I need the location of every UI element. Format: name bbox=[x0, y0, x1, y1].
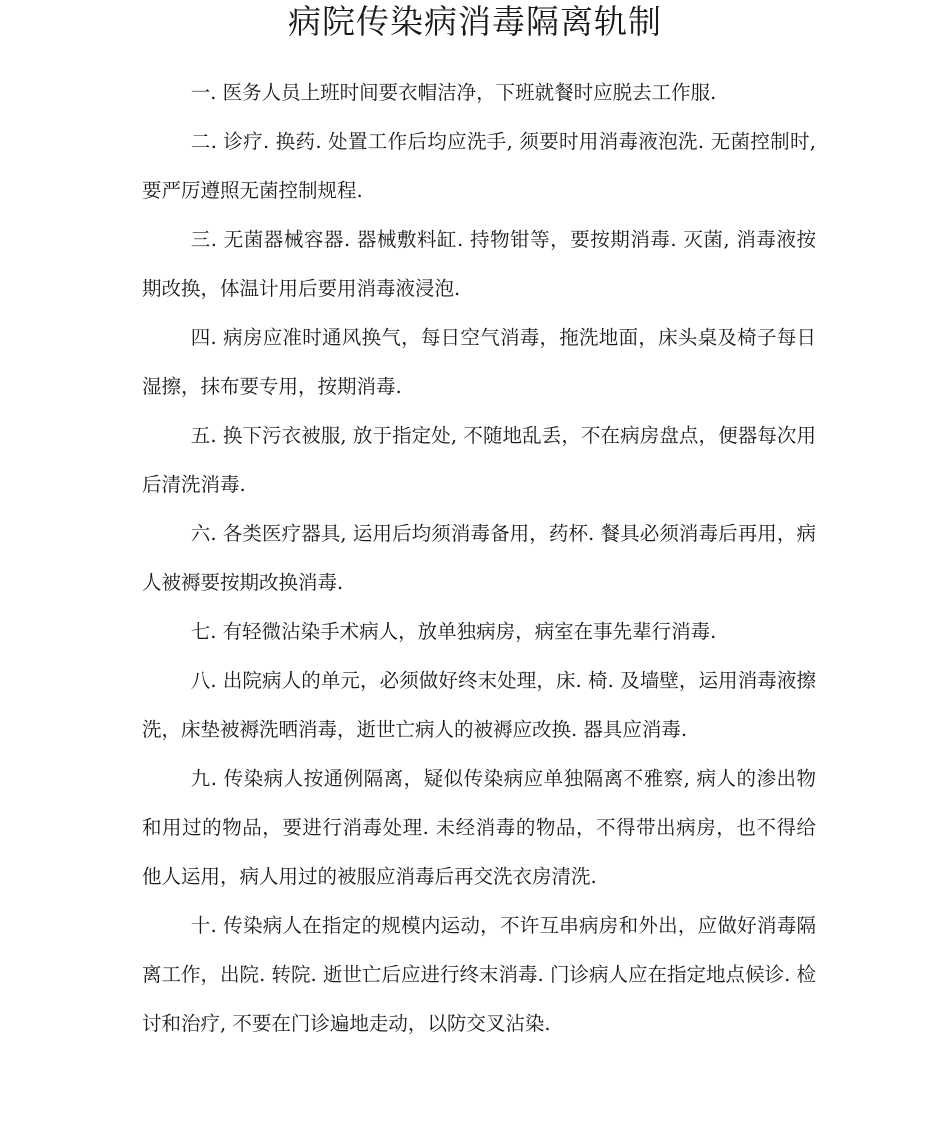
paragraph-5: 五. 换下污衣被服, 放于指定处, 不随地乱丢，不在病房盘点，便器每次用后清洗消毒. bbox=[142, 424, 816, 496]
paragraph-3: 三. 无菌器械容器. 器械敷料缸. 持物钳等，要按期消毒. 灭菌, 消毒液按期改换，体温计用后要用消毒液浸泡. bbox=[142, 228, 816, 300]
paragraph-2: 二. 诊疗. 换药. 处置工作后均应洗手, 须要时用消毒液泡洗. 无菌控制时, 要严厉遵照无菌控制规程. bbox=[142, 130, 816, 202]
paragraph-9: 九. 传染病人按通例隔离，疑似传染病应单独隔离不雅察, 病人的渗出物和用过的物品，要进行消毒处理. 未经消毒的物品，不得带出病房，也不得给他人运用，病人用过的被服应消毒后再交洗衣房清洗. bbox=[142, 767, 816, 888]
document-body bbox=[142, 68, 816, 1048]
paragraph-1: 一. 医务人员上班时间要衣帽洁净，下班就餐时应脱去工作服. bbox=[190, 81, 717, 104]
paragraph-6: 六. 各类医疗器具, 运用后均须消毒备用，药杯. 餐具必须消毒后再用，病人被褥要按期改换消毒. bbox=[142, 522, 816, 594]
paragraph-7: 七. 有轻微沾染手术病人，放单独病房，病室在事先辈行消毒. bbox=[190, 620, 717, 643]
paragraph-4: 四. 病房应准时通风换气，每日空气消毒，拖洗地面，床头桌及椅子每日湿擦，抹布要专用，按期消毒. bbox=[142, 326, 816, 398]
paragraph-8: 八. 出院病人的单元，必须做好终末处理，床. 椅. 及墙壁，运用消毒液擦洗，床垫被褥洗晒消毒，逝世亡病人的被褥应改换. 器具应消毒. bbox=[142, 669, 816, 741]
paragraph-10: 十. 传染病人在指定的规模内运动，不许互串病房和外出，应做好消毒隔离工作，出院. 转院. 逝世亡后应进行终末消毒. 门诊病人应在指定地点候诊. 检讨和治疗, 不要在门诊遍地走动，以防交叉沾染. bbox=[142, 914, 816, 1035]
document-title: 病院传染病消毒隔离轨制 bbox=[288, 2, 662, 41]
